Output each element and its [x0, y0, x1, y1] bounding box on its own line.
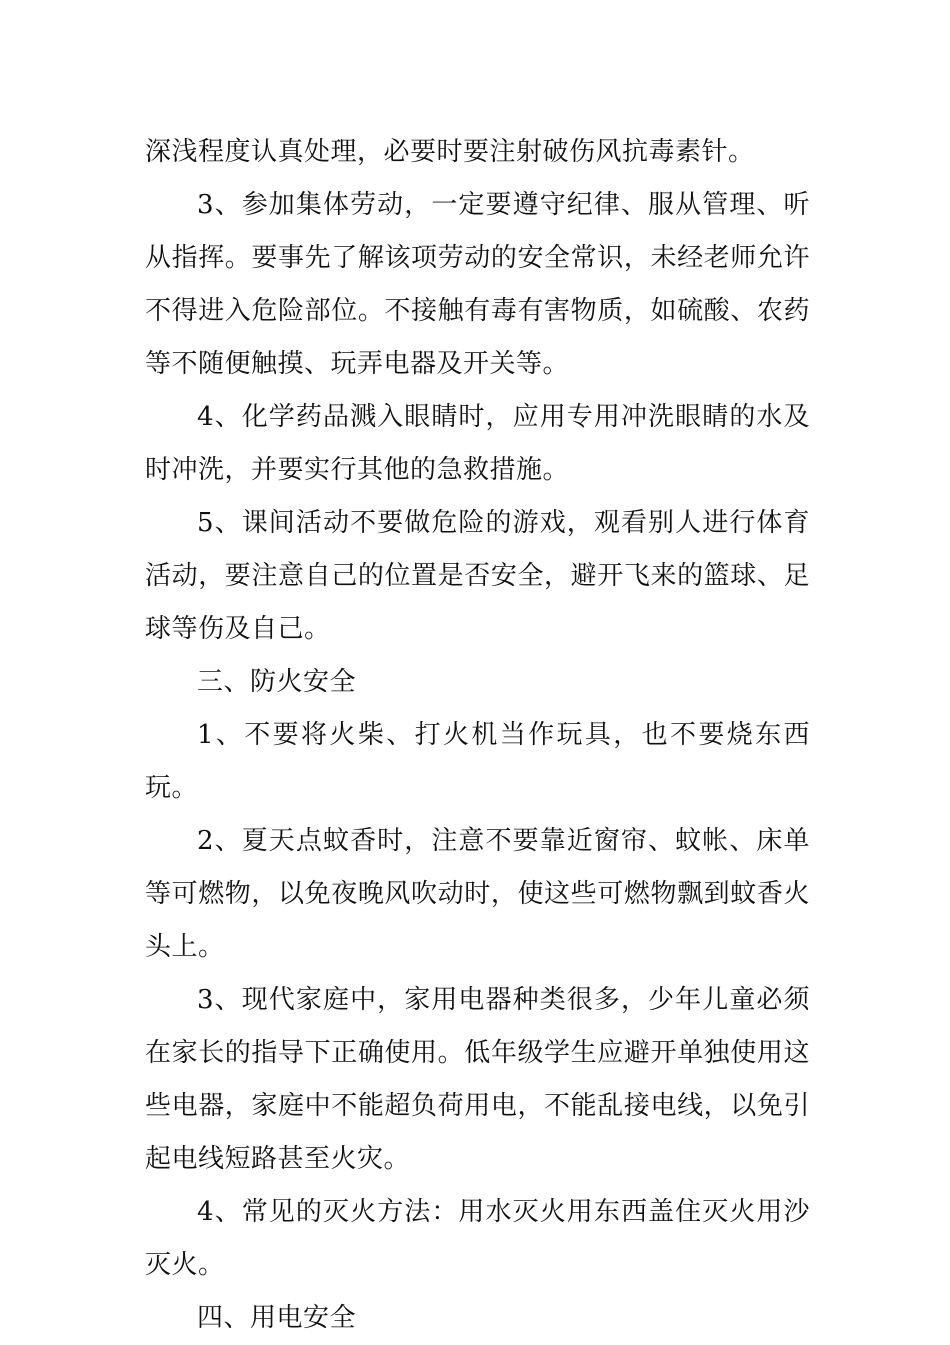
paragraph-fire-item-4: 4、常见的灭火方法：用水灭火用东西盖住灭火用沙灭火。 — [145, 1197, 810, 1280]
paragraph-fire-item-3: 3、现代家庭中，家用电器种类很多，少年儿童必须在家长的指导下正确使用。低年级学生应避开单独使用这些电器，家庭中不能超负荷用电，不能乱接电线，以免引起电线短路甚至火灾。 — [145, 985, 810, 1174]
section-heading-electrical-safety: 四、用电安全 — [197, 1303, 357, 1333]
paragraph-fire-item-2: 2、夏天点蚊香时，注意不要靠近窗帘、蚊帐、床单等可燃物，以免夜晚风吹动时，使这些可燃物飘到蚊香火头上。 — [145, 826, 810, 962]
document-body — [145, 126, 810, 1345]
paragraph-fire-item-1: 1、不要将火柴、打火机当作玩具，也不要烧东西玩。 — [145, 720, 810, 803]
paragraph-item-4-chemicals: 4、化学药品溅入眼睛时，应用专用冲洗眼睛的水及时冲洗，并要实行其他的急救措施。 — [145, 402, 810, 485]
section-heading-fire-safety: 三、防火安全 — [197, 667, 357, 697]
paragraph-item-3-labor: 3、参加集体劳动，一定要遵守纪律、服从管理、听从指挥。要事先了解该项劳动的安全常识，未经老师允许不得进入危险部位。不接触有毒有害物质，如硫酸、农药等不随便触摸、玩弄电器及开关等。 — [145, 190, 810, 379]
paragraph-continuation: 深浅程度认真处理，必要时要注射破伤风抗毒素针。 — [145, 137, 755, 167]
paragraph-item-5-recess: 5、课间活动不要做危险的游戏，观看别人进行体育活动，要注意自己的位置是否安全，避开飞来的篮球、足球等伤及自己。 — [145, 508, 810, 644]
